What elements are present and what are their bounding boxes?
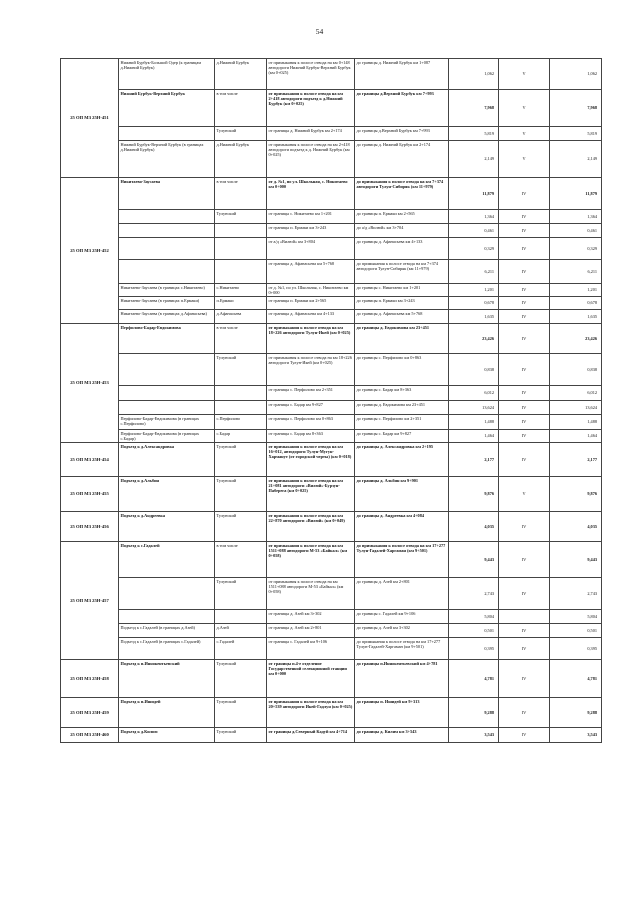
category-cell: V [499, 477, 550, 512]
segment-end-cell: до а/д «Вилюй» км 3+704 [355, 224, 449, 238]
table-row [61, 59, 602, 90]
segment-start-cell: от а/д «Вилюй» км 3+804 [267, 238, 355, 260]
category-cell: IV [499, 430, 550, 443]
length-total-cell: 0,395 [550, 638, 602, 660]
road-name-cell: Нижний Бурбук-Верхний Бурбук [119, 90, 215, 127]
segment-end-cell: до границы д. Килим км 3+543 [355, 728, 449, 743]
table-row [61, 178, 602, 210]
length-total-cell: 3,543 [550, 728, 602, 743]
road-name-cell: Никитаево-Заусаева (в границах п.Ермаки) [119, 297, 215, 310]
segment-start-cell: от примыкания к полосе отвода на км 1511+088 автодороги М-53 «Байкал» (км 0+058) [267, 578, 355, 610]
road-name-cell: Подъезд к с.Гадалей [119, 542, 215, 578]
road-id-cell: 25 ОП МЗ 25Н-455 [61, 477, 119, 512]
category-cell: V [499, 141, 550, 178]
category-cell: IV [499, 386, 550, 401]
length-total-cell: 9,288 [550, 698, 602, 728]
length-cell: 0,395 [449, 638, 499, 660]
road-register-table [60, 58, 602, 743]
table-row [61, 624, 602, 638]
length-total-cell: 1,464 [550, 430, 602, 443]
length-total-cell: 1,062 [550, 59, 602, 90]
table-row [61, 354, 602, 386]
category-cell: IV [499, 542, 550, 578]
table-row [61, 210, 602, 224]
page-number: 54 [315, 27, 324, 36]
table-row [61, 578, 602, 610]
category-cell [499, 610, 550, 624]
road-name-cell [119, 210, 215, 224]
road-name-cell: Подъезд к п.Иннокентьевский [119, 660, 215, 698]
length-total-cell: 6,211 [550, 260, 602, 284]
length-cell: 2,743 [449, 578, 499, 610]
table-row [61, 284, 602, 297]
length-cell: 5,804 [449, 610, 499, 624]
road-name-cell: Подъезд к д.Килим [119, 728, 215, 743]
table-row [61, 660, 602, 698]
segment-start-cell: от примыкания к полосе отвода на км 2+418 автодороги подъезд к д. Нижний Бурбук (км 0+025) [267, 141, 355, 178]
road-name-cell [119, 224, 215, 238]
road-name-cell [119, 401, 215, 415]
segment-start-cell: от д. №1, по ул. Школьная, с. Никитаево км 0+000 [267, 284, 355, 297]
length-total-cell: 9,443 [550, 542, 602, 578]
segment-start-cell: от границы с. Никитаево км 1+201 [267, 210, 355, 224]
segment-end-cell: до границы п.Иннокентьевский км 4+781 [355, 660, 449, 698]
table-row [61, 610, 602, 624]
location-cell: Тулунский [215, 698, 267, 728]
table-row [61, 430, 602, 443]
road-name-cell: Подъезд к д.Андреевка [119, 512, 215, 542]
segment-start-cell: от границы с. Перфилово км 2+351 [267, 386, 355, 401]
table-row [61, 401, 602, 415]
table-row [61, 297, 602, 310]
location-cell: Тулунский [215, 210, 267, 224]
category-cell: IV [499, 698, 550, 728]
segment-start-cell: от примыкания к полосе отвода на км 18+226 автодороги Тулун-Икей (км 0+025) [267, 354, 355, 386]
road-name-cell: Перфилово-Бадар-Евдокимова (в границах с.Бадар) [119, 430, 215, 443]
length-cell: 9,876 [449, 477, 499, 512]
length-total-cell: 9,876 [550, 477, 602, 512]
location-cell: с.Никитаево [215, 284, 267, 297]
segment-start-cell: от границы п. Ермаки км 2+565 [267, 297, 355, 310]
category-cell: IV [499, 178, 550, 210]
segment-start-cell: от границы д. Афанасьева км 4+133 [267, 310, 355, 324]
road-id-cell: 25 ОП МЗ 25Н-453 [61, 324, 119, 443]
length-total-cell: 11,879 [550, 178, 602, 210]
segment-end-cell: до границы с. Никитаево км 1+201 [355, 284, 449, 297]
road-name-cell: Перфилово-Бадар-Евдокимова (в границах с.Перфилово) [119, 415, 215, 430]
location-cell: в том числе [215, 542, 267, 578]
table-row [61, 386, 602, 401]
segment-end-cell: до границы д. Андреевка км 4+084 [355, 512, 449, 542]
length-cell: 23,426 [449, 324, 499, 354]
road-id-cell: 25 ОП МЗ 25Н-451 [61, 59, 119, 178]
length-cell: 0,838 [449, 354, 499, 386]
length-total-cell: 23,426 [550, 324, 602, 354]
length-total-cell: 1,635 [550, 310, 602, 324]
table-row [61, 224, 602, 238]
road-name-cell [119, 127, 215, 141]
segment-start-cell: от границы п. Ермаки км 3+243 [267, 224, 355, 238]
segment-end-cell: до границы д. Евдокимова км 23+451 [355, 401, 449, 415]
length-cell: 4,035 [449, 512, 499, 542]
segment-start-cell: от границы п.4-е отделение Государственной селекционной станции км 0+000 [267, 660, 355, 698]
road-name-cell: Подъезд к п.Ишидей [119, 698, 215, 728]
segment-start-cell: от границы с. Гадалей км 9+106 [267, 638, 355, 660]
length-cell: 1,062 [449, 59, 499, 90]
location-cell: Тулунский [215, 354, 267, 386]
category-cell: IV [499, 260, 550, 284]
segment-end-cell: до примыкания к полосе отвода на км 17+277 Тулун-Гадалей-Харгаман (км 9+501) [355, 638, 449, 660]
segment-end-cell: до границы п. Ермаки км 3+243 [355, 297, 449, 310]
table-row [61, 477, 602, 512]
length-total-cell: 13,624 [550, 401, 602, 415]
length-total-cell: 2,743 [550, 578, 602, 610]
segment-start-cell: от примыкания к полосе отвода на км 16+012, автодороги Тулун-Мугун-Харманут (от городской черты) (км 0+018) [267, 443, 355, 477]
segment-end-cell: до границы п. Ишидей км 9+313 [355, 698, 449, 728]
segment-end-cell: до границы д. Александровка км 2+195 [355, 443, 449, 477]
length-cell: 5,819 [449, 127, 499, 141]
length-cell: 7,968 [449, 90, 499, 127]
road-id-cell: 25 ОП МЗ 25Н-456 [61, 512, 119, 542]
length-total-cell: 0,461 [550, 224, 602, 238]
road-name-cell: Подъезд к с.Гадалей (в границах с.Гадалей) [119, 638, 215, 660]
road-name-cell [119, 610, 215, 624]
table-row [61, 698, 602, 728]
segment-end-cell: до примыкания к полосе отвода на км 7+374 автодороги Тулун-Сибиряк (км 11+979) [355, 260, 449, 284]
segment-start-cell: от д. №1, по ул. Школьная, с. Никитаево км 0+000 [267, 178, 355, 210]
segment-start-cell: от примыкания к полосе отвода на км 22+870 автодороги «Вилюй» (км 0+049) [267, 512, 355, 542]
category-cell: IV [499, 512, 550, 542]
length-cell: 1,635 [449, 310, 499, 324]
length-total-cell: 5,804 [550, 610, 602, 624]
location-cell [215, 610, 267, 624]
segment-end-cell: до границы д. Афанасьева км 4+133 [355, 238, 449, 260]
length-cell: 0,678 [449, 297, 499, 310]
segment-end-cell: до примыкания к полосе отвода на км 7+374 автодороги Тулун-Сибиряк (км 11+979) [355, 178, 449, 210]
segment-end-cell: до границы д. Евдокимова км 23+451 [355, 324, 449, 354]
segment-end-cell: до границы п. Ермаки км 2+565 [355, 210, 449, 224]
length-total-cell: 2,177 [550, 443, 602, 477]
location-cell: Тулунский [215, 477, 267, 512]
road-name-cell [119, 578, 215, 610]
road-name-cell: Никитаево-Заусаева [119, 178, 215, 210]
table-row [61, 542, 602, 578]
location-cell: Тулунский [215, 660, 267, 698]
length-total-cell: 6,012 [550, 386, 602, 401]
segment-start-cell: от примыкания к полосе отвода на км 2+418 автодороги подъезд к д.Нижний Бурбук (км 0+025) [267, 90, 355, 127]
length-total-cell: 4,781 [550, 660, 602, 698]
length-cell: 6,012 [449, 386, 499, 401]
length-cell: 1,364 [449, 210, 499, 224]
segment-end-cell: до границы д. Нижний Бурбук км 2+174 [355, 141, 449, 178]
segment-start-cell: от примыкания к полосе отвода на км 20+539 автодороги Икей-Гадлун (км 0+025) [267, 698, 355, 728]
segment-end-cell: до границы д.Верхний Бурбук км 7+993 [355, 127, 449, 141]
segment-end-cell: до границы с. Перфилово км 2+351 [355, 415, 449, 430]
segment-end-cell: до границы д. Азей км 3+302 [355, 624, 449, 638]
segment-start-cell: от границы д. Азей км 2+801 [267, 624, 355, 638]
road-id-cell: 25 ОП МЗ 25Н-460 [61, 728, 119, 743]
length-cell: 11,879 [449, 178, 499, 210]
table-row [61, 324, 602, 354]
location-cell [215, 238, 267, 260]
table-row [61, 90, 602, 127]
category-cell: IV [499, 443, 550, 477]
category-cell: IV [499, 728, 550, 743]
category-cell: IV [499, 210, 550, 224]
segment-start-cell: от границы д. Афанасьева км 5+768 [267, 260, 355, 284]
location-cell: д.Азей [215, 624, 267, 638]
segment-start-cell: от границы с. Бадар км 9+827 [267, 401, 355, 415]
length-cell: 0,501 [449, 624, 499, 638]
category-cell: IV [499, 224, 550, 238]
road-name-cell [119, 386, 215, 401]
segment-start-cell: от примыкания к полосе отвода на км 1511+088 автодороги М-53 «Байкал» (км 0+058) [267, 542, 355, 578]
location-cell: в том числе [215, 178, 267, 210]
location-cell: д.Афанасьева [215, 310, 267, 324]
table-row [61, 238, 602, 260]
segment-start-cell: от границы д. Нижний Бурбук км 2+174 [267, 127, 355, 141]
length-total-cell: 2,149 [550, 141, 602, 178]
location-cell: п.Ермаки [215, 297, 267, 310]
category-cell: IV [499, 310, 550, 324]
length-cell: 6,211 [449, 260, 499, 284]
length-cell: 1,201 [449, 284, 499, 297]
road-name-cell [119, 238, 215, 260]
length-total-cell: 1,364 [550, 210, 602, 224]
location-cell [215, 260, 267, 284]
table-row [61, 415, 602, 430]
length-cell: 0,329 [449, 238, 499, 260]
category-cell: IV [499, 415, 550, 430]
location-cell: с.Перфилово [215, 415, 267, 430]
road-name-cell [119, 260, 215, 284]
segment-end-cell: до границы д. Афанасьева км 5+768 [355, 310, 449, 324]
length-total-cell: 1,201 [550, 284, 602, 297]
length-cell: 1,464 [449, 430, 499, 443]
road-name-cell: Нижний Бурбук-Большой Одер (к границам д.Нижний Бурбук) [119, 59, 215, 90]
location-cell: Тулунский [215, 127, 267, 141]
table-row [61, 260, 602, 284]
segment-end-cell: до границы с. Перфилово км 0+863 [355, 354, 449, 386]
segment-start-cell: от границы с. Бадар км 8+363 [267, 430, 355, 443]
table-row [61, 443, 602, 477]
road-name-cell: Никитаево-Заусаева (в границах д.Афанасьева) [119, 310, 215, 324]
segment-start-cell: от примыкания к полосе отвода на км 0+148 автодороги Нижний Бурбук-Верхний Бурбук (км 0+025) [267, 59, 355, 90]
segment-end-cell: до границы д. Нижний Бурбук км 1+087 [355, 59, 449, 90]
road-id-cell: 25 ОП МЗ 25Н-452 [61, 178, 119, 324]
segment-end-cell: до границы с. Гадалей км 9+106 [355, 610, 449, 624]
category-cell: IV [499, 238, 550, 260]
category-cell: IV [499, 284, 550, 297]
table-row [61, 127, 602, 141]
category-cell: V [499, 59, 550, 90]
category-cell: IV [499, 354, 550, 386]
location-cell: Тулунский [215, 443, 267, 477]
length-cell: 0,461 [449, 224, 499, 238]
location-cell: с.Гадалей [215, 638, 267, 660]
length-total-cell: 0,501 [550, 624, 602, 638]
location-cell: д.Нижний Бурбук [215, 59, 267, 90]
length-total-cell: 5,819 [550, 127, 602, 141]
road-name-cell [119, 354, 215, 386]
length-total-cell: 0,329 [550, 238, 602, 260]
location-cell [215, 401, 267, 415]
length-cell: 13,624 [449, 401, 499, 415]
location-cell: Тулунский [215, 512, 267, 542]
road-id-cell: 25 ОП МЗ 25Н-459 [61, 698, 119, 728]
category-cell: V [499, 127, 550, 141]
table-row [61, 512, 602, 542]
length-cell: 1,488 [449, 415, 499, 430]
location-cell [215, 386, 267, 401]
table-row [61, 728, 602, 743]
location-cell: Тулунский [215, 728, 267, 743]
road-name-cell: Подъезд к д.Альбин [119, 477, 215, 512]
segment-start-cell: от границы с. Перфилово км 0+863 [267, 415, 355, 430]
length-total-cell: 0,678 [550, 297, 602, 310]
segment-start-cell: от границы д.Северный Кадуй км 4+714 [267, 728, 355, 743]
length-cell: 9,288 [449, 698, 499, 728]
category-cell: IV [499, 401, 550, 415]
road-name-cell: Нижний Бурбук-Верхний Бурбук (в границах д.Нижний Бурбук) [119, 141, 215, 178]
segment-end-cell: до границы с. Бадар км 8+363 [355, 386, 449, 401]
table-row [61, 310, 602, 324]
length-cell: 2,177 [449, 443, 499, 477]
length-cell: 2,149 [449, 141, 499, 178]
table-row [61, 638, 602, 660]
location-cell: с.Бадар [215, 430, 267, 443]
segment-start-cell: от примыкания к полосе отвода на км 21+081 автодороги «Вилюй»-Бурзун-Паберега (км 0+025) [267, 477, 355, 512]
category-cell: IV [499, 660, 550, 698]
length-cell: 3,543 [449, 728, 499, 743]
location-cell [215, 224, 267, 238]
category-cell: IV [499, 638, 550, 660]
category-cell: IV [499, 624, 550, 638]
road-id-cell: 25 ОП МЗ 25Н-458 [61, 660, 119, 698]
location-cell: Тулунский [215, 578, 267, 610]
road-name-cell: Подъезд к д.Александровка [119, 443, 215, 477]
segment-end-cell: до границы с. Бадар км 9+827 [355, 430, 449, 443]
segment-end-cell: до примыкания к полосе отвода на км 17+277 Тулун-Гадалей-Харгаман (км 9+501) [355, 542, 449, 578]
length-total-cell: 4,035 [550, 512, 602, 542]
length-total-cell: 0,838 [550, 354, 602, 386]
location-cell: в том числе [215, 324, 267, 354]
location-cell: в том числе [215, 90, 267, 127]
road-name-cell: Никитаево-Заусаева (в границах с.Никитаево) [119, 284, 215, 297]
road-id-cell: 25 ОП МЗ 25Н-454 [61, 443, 119, 477]
category-cell: V [499, 90, 550, 127]
length-total-cell: 7,968 [550, 90, 602, 127]
segment-start-cell: от границы д. Азей км 3+302 [267, 610, 355, 624]
road-id-cell: 25 ОП МЗ 25Н-457 [61, 542, 119, 660]
category-cell: IV [499, 578, 550, 610]
road-name-cell: Перфилово-Бадар-Евдокимова [119, 324, 215, 354]
road-name-cell: Подъезд к с.Гадалей (в границах д.Азей) [119, 624, 215, 638]
length-total-cell: 1,488 [550, 415, 602, 430]
length-cell: 4,781 [449, 660, 499, 698]
category-cell: IV [499, 297, 550, 310]
segment-end-cell: до границы д. Альбин км 9+901 [355, 477, 449, 512]
length-cell: 9,443 [449, 542, 499, 578]
table-row [61, 141, 602, 178]
category-cell: IV [499, 324, 550, 354]
location-cell: д.Нижний Бурбук [215, 141, 267, 178]
segment-end-cell: до границы д.Верхний Бурбук км 7+993 [355, 90, 449, 127]
segment-start-cell: от примыкания к полосе отвода на км 18+226 автодороги Тулун-Икей (км 0+025) [267, 324, 355, 354]
segment-end-cell: до границы д. Азей км 2+801 [355, 578, 449, 610]
